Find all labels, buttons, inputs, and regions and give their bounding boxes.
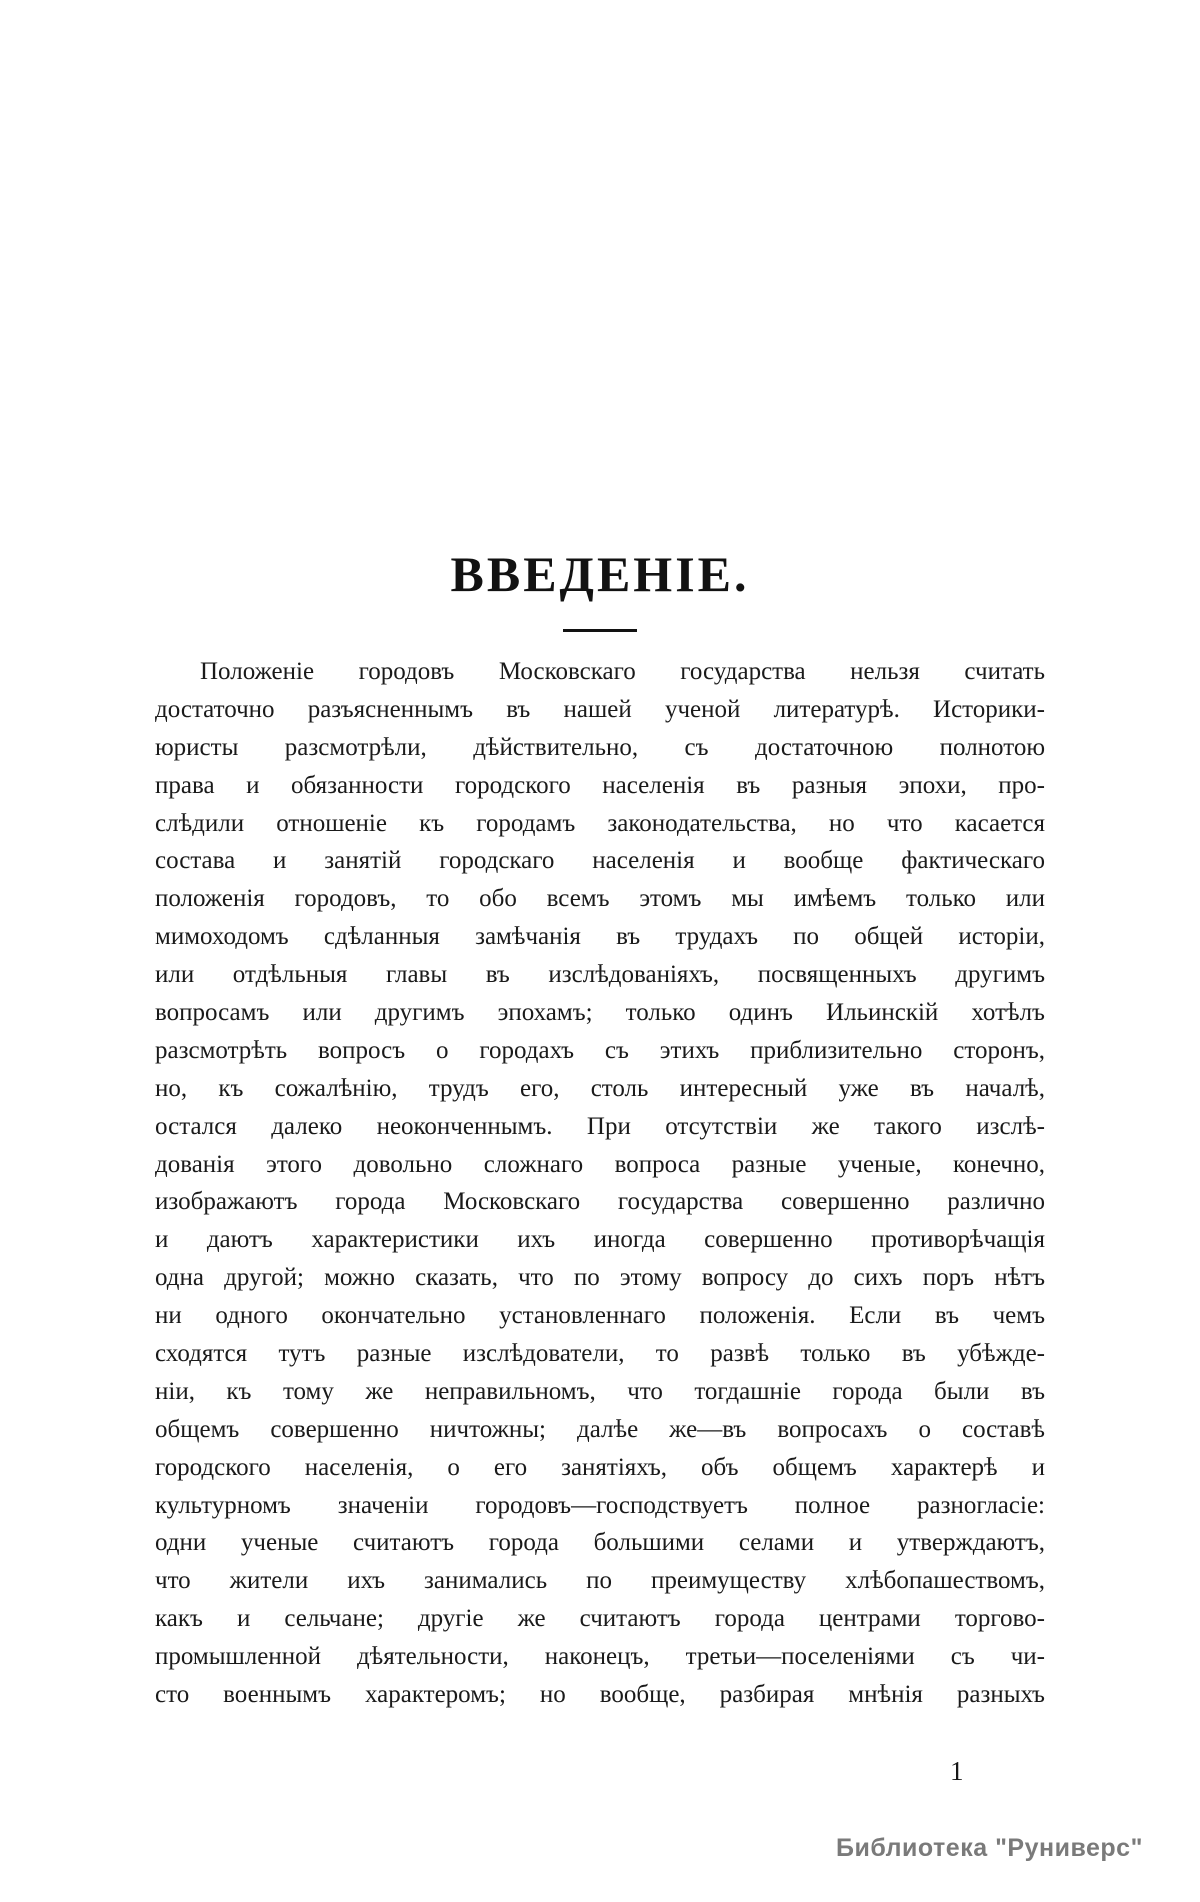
text-line: промышленной дѣятельности, наконецъ, третьи—поселеніями съ чи- [155, 1643, 1045, 1671]
text-line: дованія этого довольно сложнаго вопроса разные ученые, конечно, [155, 1150, 1045, 1178]
text-line: что жители ихъ занимались по преимуществу хлѣбопашествомъ, [155, 1567, 1045, 1595]
page-title: ВВЕДЕНІЕ. [450, 546, 750, 602]
text-column [155, 545, 1045, 1714]
text-line: мимоходомъ сдѣланныя замѣчанія въ трудахъ по общей исторіи, [155, 923, 1045, 951]
text-line: но, къ сожалѣнію, трудъ его, столь интересный уже въ началѣ, [155, 1074, 1045, 1102]
text-line: ни одного окончательно установленнаго положенія. Если въ чемъ [155, 1302, 1045, 1330]
text-line: юристы разсмотрѣли, дѣйствительно, съ достаточною полнотою [155, 733, 1045, 761]
text-line: какъ и сельчане; другіе же считаютъ города центрами торгово- [155, 1605, 1045, 1633]
text-line: достаточно разъясненнымъ въ нашей ученой литературѣ. Историки- [155, 695, 1045, 723]
text-line: остался далеко неоконченнымъ. При отсутствіи же такого изслѣ- [155, 1112, 1045, 1140]
page-number: 1 [950, 1756, 964, 1786]
text-line: разсмотрѣть вопросъ о городахъ съ этихъ приблизительно сторонъ, [155, 1036, 1045, 1064]
text-line: сходятся тутъ разные изслѣдователи, то развѣ только въ убѣжде- [155, 1340, 1045, 1368]
text-line: сто военнымъ характеромъ; но вообще, разбирая мнѣнія разныхъ [155, 1681, 1045, 1709]
text-line: одна другой; можно сказать, что по этому вопросу до сихъ поръ нѣтъ [155, 1264, 1045, 1292]
text-line: состава и занятій городскаго населенія и вообще фактическаго [155, 847, 1045, 875]
text-line: положенія городовъ, то обо всемъ этомъ мы имѣемъ только или [155, 885, 1045, 913]
watermark-runivers: Библиотека "Руниверс" [836, 1834, 1143, 1862]
text-line: и даютъ характеристики ихъ иногда совершенно противорѣчащія [155, 1226, 1045, 1254]
text-line: Положеніе городовъ Московскаго государства нельзя считать [200, 658, 1045, 685]
text-line: или отдѣльныя главы въ изслѣдованіяхъ, посвященныхъ другимъ [155, 961, 1045, 989]
body-paragraph [155, 653, 1045, 1714]
title-divider [563, 629, 637, 632]
text-line: вопросамъ или другимъ эпохамъ; только одинъ Ильинскій хотѣлъ [155, 999, 1045, 1027]
text-line: культурномъ значеніи городовъ—господствуетъ полное разногласіе: [155, 1491, 1045, 1519]
text-line: изображаютъ города Московскаго государства совершенно различно [155, 1188, 1045, 1216]
text-line: ніи, къ тому же неправильномъ, что тогдашніе города были въ [155, 1377, 1045, 1405]
text-line: права и обязанности городского населенія въ разныя эпохи, про- [155, 771, 1045, 799]
text-line: одни ученые считаютъ города большими селами и утверждаютъ, [155, 1529, 1045, 1557]
text-line: слѣдили отношеніе къ городамъ законодательства, но что касается [155, 809, 1045, 837]
text-line: городского населенія, о его занятіяхъ, объ общемъ характерѣ и [155, 1453, 1045, 1481]
text-line: общемъ совершенно ничтожны; далѣе же—въ вопросахъ о составѣ [155, 1415, 1045, 1443]
